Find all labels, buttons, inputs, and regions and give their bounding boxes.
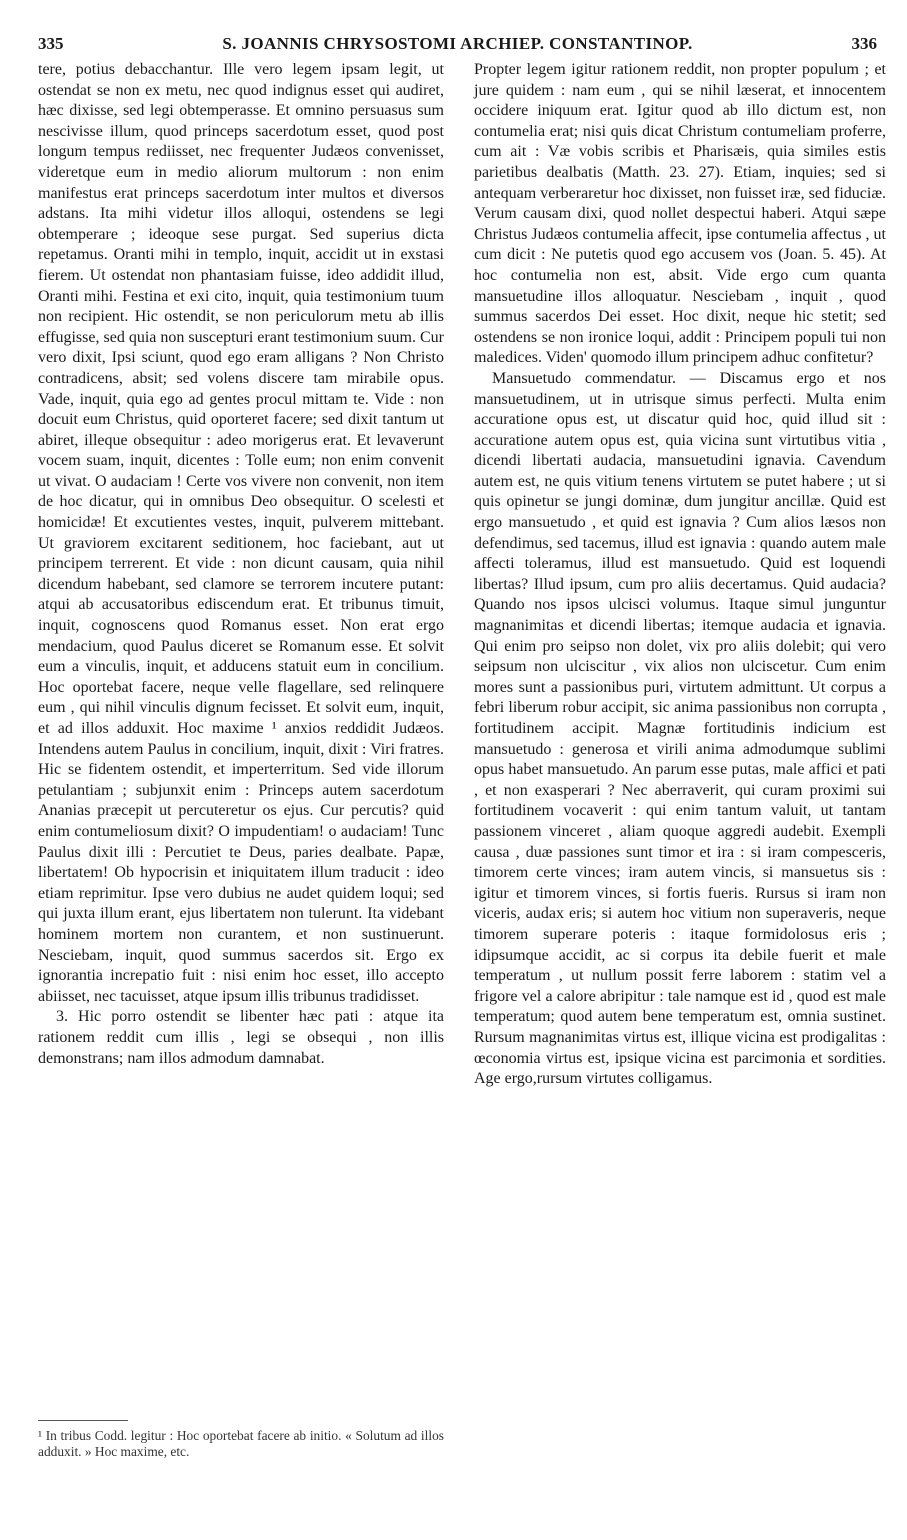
right-paragraph-1: Propter legem igitur rationem reddit, non propter populum ; et jure quidem : nam eum , qui se nihil læserat, et innocentem occidere iniquum erat. Igitur quod ab illo dictum est, non contumelia erat; nisi quis dicat Christum contumeliam proferre, cum ait : Væ vobis scribis et Pharisæis, quia similes estis parietibus dealbatis (Matth. 23. 27). Etiam, inquies; sed si antequam verberaretur hoc dixisset, non fuisset iræ, sed fiduciæ. Verum causam dixi, quod nollet despectui haberi. Atqui sæpe Christus Judæos contumelia affecit, ipse contumelia affectus , ut cum dicit : Ne putetis quod ego accusem vos (Joan. 5. 45). At hoc contumelia non est, absit. Vide ergo cum quanta mansuetudine illos alloquatur. Nesciebam , inquit , quod summus sacerdos Dei esset. Hoc dixit, neque hic stetit; sed ostendens se non ironice loqui, addit : Principem populi tui non maledices. Viden' quomodo illum principem adhuc confitetur? [474, 61, 886, 367]
page-number-right: 336 [851, 34, 877, 53]
left-paragraph-1: tere, potius debacchantur. Ille vero legem ipsam legit, ut ostendat se non ex metu, nec quod indignus esset qui audiret, hæc dixisse, sed legi obtemperasse. Et omnino persuasus sum nescivisse illum, quod princeps sacerdotum esset, quod post longum tempus rediisset, nec frequenter Judæos convenisset, videretque eum in medio aliorum multorum : non enim manifestus erat princeps sacerdotum inter multos et diversos adstans. Ita mihi videtur illos alloqui, ostendens se legi obtemperare ; ideoque sese purgat. Sed superius dicta repetamus. Oranti mihi in templo, inquit, accidit ut in exstasi fierem. Ut ostendat non phantasiam fuisse, ideo addidit illud, Oranti mihi. Festina et exi cito, inquit, quia testimonium tuum non recipient. Hic ostendit, se non periculorum metu ab illis effugisse, sed quia non suscepturi erant testimonium suum. Cur vero dixit, Ipsi sciunt, quod ego eram alligans ? Non Christo contradicens, absit; sed volens discere tam mirabile opus. Vade, inquit, quia ego ad gentes procul mittam te. Vide : non docuit eum Christus, quid oporteret facere; sed dixit tantum ut abiret, illeque obsequitur : adeo morigerus erat. Et levaverunt vocem suam, inquit, dicentes : Tolle eum; non enim convenit ut vivat. O audaciam ! Certe vos vivere non convenit, non item de hoc dicatur, qui in omnibus Deo obsequitur. O scelesti et homicidæ! Et excutientes vestes, inquit, pulverem mittebant. Ut graviorem excitarent seditionem, hoc faciebant, aut ut principem terrerent. Et vide : non dicunt causam, quia nihil dicendum habebant, sed clamore se terrorem incutere putant: atqui ab accusatoribus ediscendum erat. Et tribunus timuit, inquit, cognoscens quod Romanus esset. Non erat ergo mendacium, quod Paulus diceret se Romanum esse. Et solvit eum a vinculis, inquit, et adducens statuit eum in concilium. Hoc oportebat facere, neque velle flagellare, sed relinquere eum , qui nihil vinculis dignum fecisset. Et solvit eum, inquit, et ad illos adduxit. Hoc maxime ¹ anxios reddidit Judæos. Intendens autem Paulus in concilium, inquit, dixit : Viri fratres. Hic se fidentem ostendit, et imperterritum. Sed vide illorum petulantiam ; subjunxit enim : Princeps autem sacerdotum Ananias præcepit ut percuteretur os ejus. Cur percutis? quid enim contumeliosum dixit? O impudentiam! o audaciam! Tunc Paulus dixit illi : Percutiet te Deus, paries dealbate. Papæ, libertatem! Ob hypocrisin et iniquitatem illum traducit : ideo etiam reprimitur. Ipse vero dubius ne audet quidem loqui; sed qui juxta illum erant, ejus libertatem non tulerunt. Ita videbant hominem mortem non curantem, et non sustinuerunt. Nesciebam, inquit, quod summus sacerdos sit. Ergo ex ignorantia increpatio fuit : nisi enim hoc esset, illo accepto abiisset, nec tacuisset, atque ipsum illis tribunus tradidisset. [38, 61, 444, 1005]
page-number-left: 335 [38, 34, 64, 53]
running-title: S. JOANNIS CHRYSOSTOMI ARCHIEP. CONSTANTINOP. [222, 34, 693, 53]
right-column [474, 60, 886, 1090]
footnote: ¹ In tribus Codd. legitur : Hoc oportebat facere ab initio. « Solutum ad illos adduxit. » Hoc maxime, etc. [38, 1428, 444, 1459]
running-header [38, 34, 877, 58]
left-paragraph-2: 3. Hic porro ostendit se libenter hæc pati : atque ita rationem reddit cum illis , legi se obsequi , non illis demonstrans; nam illos admodum damnabat. [38, 1008, 444, 1067]
footnote-rule [38, 1420, 128, 1421]
right-paragraph-2: Mansuetudo commendatur. — Discamus ergo et nos mansuetudinem, ut in utrisque simus perfecti. Multa enim accuratione opus est, ut discatur quid hoc, quid illud sit : accuratione autem opus est, quia vicina sunt virtutibus vitia , dicendi libertati audacia, mansuetudini ignavia. Cavendum autem est, ne quis vitium tenens virtutem se putet habere ; ut si quis opinetur se jungi dominæ, dum jungitur ancillæ. Quid est ergo mansuetudo , et quid est ignavia ? Cum alios læsos non defendimus, sed tacemus, illud est ignavia : quando autem male affecti toleramus, illud est mansuetudo. Quid est loquendi libertas? Illud ipsum, cum pro aliis decertamus. Quid audacia? Quando nos ipsos ulcisci volumus. Itaque simul junguntur magnanimitas et dicendi libertas; itemque audacia et ignavia. Qui enim pro seipso non dolet, vix pro aliis dolebit; qui vero seipsum non ulciscitur , vix alios non ulciscetur. Cum enim mores sunt a passionibus puri, virtutem admittunt. Ut corpus a febri liberum robur accipit, sic anima passionibus non corrupta , fortitudinem accipit. Magnæ fortitudinis indicium est mansuetudo : generosa et virili anima admodumque sublimi opus habet mansuetudo. An parum esse putas, male affici et pati , et non exasperari ? Nec aberraverit, qui curam proximi sui fortitudinem vocaverit : qui enim tantum valuit, ut tantam passionem vinceret , aliam quoque aggredi audebit. Exempli causa , duæ passiones sunt timor et ira : si iram compesceris, timorem certe vinces; iram autem vincis, si mansuetus sis : igitur et timorem vinces, si fortis fueris. Rursus si iram non viceris, audax eris; si autem hoc vitium non superaveris, neque timorem superare poteris : itaque formidolosus eris ; idipsumque accidit, ac si corpus ita debile fuerit et male temperatum , ut nullum possit ferre laborem : statim vel a frigore vel a calore abripitur : tale namque est id , quod est male temperatum; quod autem bene temperatum est, omnia sustinet. Rursum magnanimitas virtus est, illique vicina est prodigalitas : œconomia virtus est, ipsique vicina est parcimonia et sordities. Age ergo,rursum virtutes colligamus. [474, 369, 886, 1088]
left-column [38, 60, 444, 1069]
